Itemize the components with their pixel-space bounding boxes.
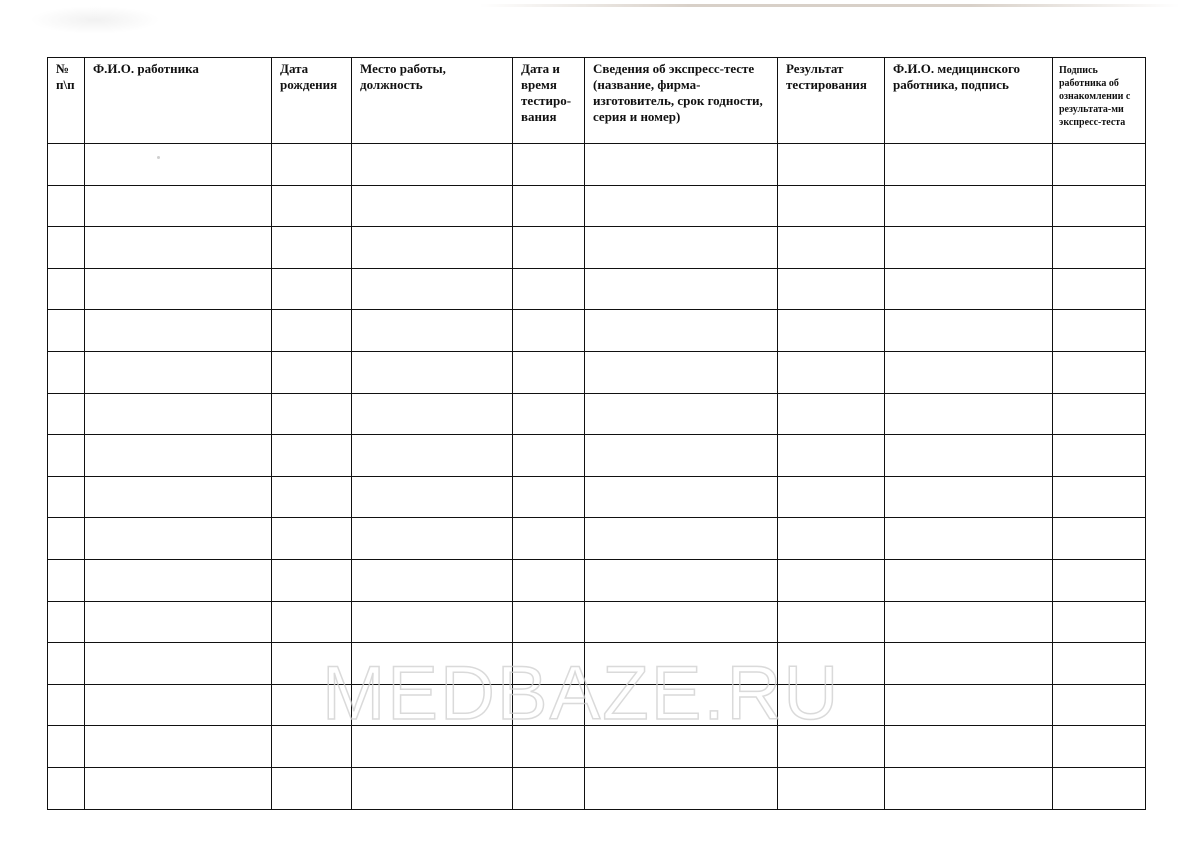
cell-medic[interactable] <box>885 601 1053 643</box>
header-employee-name: Ф.И.О. работника <box>85 58 272 144</box>
cell-datetime[interactable] <box>513 601 585 643</box>
cell-fio[interactable] <box>85 393 272 435</box>
cell-test_info[interactable] <box>585 351 778 393</box>
cell-test_info[interactable] <box>585 435 778 477</box>
cell-result[interactable] <box>778 393 885 435</box>
cell-dob[interactable] <box>272 144 352 186</box>
cell-medic[interactable] <box>885 559 1053 601</box>
cell-workplace[interactable] <box>352 435 513 477</box>
cell-medic[interactable] <box>885 726 1053 768</box>
cell-workplace[interactable] <box>352 227 513 269</box>
table-row <box>48 351 1146 393</box>
cell-worker_sign[interactable] <box>1053 435 1146 477</box>
cell-result[interactable] <box>778 310 885 352</box>
cell-num[interactable] <box>48 559 85 601</box>
cell-medic[interactable] <box>885 643 1053 685</box>
cell-datetime[interactable] <box>513 559 585 601</box>
cell-medic[interactable] <box>885 767 1053 809</box>
cell-worker_sign[interactable] <box>1053 601 1146 643</box>
cell-datetime[interactable] <box>513 476 585 518</box>
cell-fio[interactable] <box>85 185 272 227</box>
cell-datetime[interactable] <box>513 767 585 809</box>
cell-worker_sign[interactable] <box>1053 185 1146 227</box>
cell-num[interactable] <box>48 310 85 352</box>
table-row <box>48 185 1146 227</box>
cell-datetime[interactable] <box>513 518 585 560</box>
cell-medic[interactable] <box>885 227 1053 269</box>
cell-result[interactable] <box>778 476 885 518</box>
cell-workplace[interactable] <box>352 767 513 809</box>
cell-result[interactable] <box>778 185 885 227</box>
cell-fio[interactable] <box>85 518 272 560</box>
cell-worker_sign[interactable] <box>1053 518 1146 560</box>
cell-worker_sign[interactable] <box>1053 351 1146 393</box>
cell-test_info[interactable] <box>585 518 778 560</box>
cell-worker_sign[interactable] <box>1053 476 1146 518</box>
cell-workplace[interactable] <box>352 351 513 393</box>
cell-datetime[interactable] <box>513 435 585 477</box>
table-row <box>48 393 1146 435</box>
cell-result[interactable] <box>778 144 885 186</box>
paper-stain <box>30 6 160 34</box>
cell-datetime[interactable] <box>513 185 585 227</box>
cell-datetime[interactable] <box>513 393 585 435</box>
table-row <box>48 310 1146 352</box>
cell-worker_sign[interactable] <box>1053 227 1146 269</box>
cell-num[interactable] <box>48 144 85 186</box>
cell-num[interactable] <box>48 268 85 310</box>
table-row <box>48 476 1146 518</box>
cell-worker_sign[interactable] <box>1053 559 1146 601</box>
cell-datetime[interactable] <box>513 351 585 393</box>
cell-test_info[interactable] <box>585 268 778 310</box>
cell-medic[interactable] <box>885 185 1053 227</box>
cell-workplace[interactable] <box>352 476 513 518</box>
cell-medic[interactable] <box>885 310 1053 352</box>
table-row <box>48 518 1146 560</box>
cell-num[interactable] <box>48 435 85 477</box>
cell-datetime[interactable] <box>513 268 585 310</box>
cell-medic[interactable] <box>885 393 1053 435</box>
cell-num[interactable] <box>48 476 85 518</box>
cell-fio[interactable] <box>85 559 272 601</box>
cell-worker_sign[interactable] <box>1053 726 1146 768</box>
cell-fio[interactable] <box>85 268 272 310</box>
cell-result[interactable] <box>778 435 885 477</box>
cell-workplace[interactable] <box>352 393 513 435</box>
cell-dob[interactable] <box>272 310 352 352</box>
cell-fio[interactable] <box>85 684 272 726</box>
cell-result[interactable] <box>778 351 885 393</box>
cell-fio[interactable] <box>85 643 272 685</box>
cell-worker_sign[interactable] <box>1053 767 1146 809</box>
cell-num[interactable] <box>48 227 85 269</box>
header-test-result: Результат тестирования <box>778 58 885 144</box>
cell-workplace[interactable] <box>352 310 513 352</box>
cell-worker_sign[interactable] <box>1053 144 1146 186</box>
cell-workplace[interactable] <box>352 559 513 601</box>
cell-num[interactable] <box>48 726 85 768</box>
cell-medic[interactable] <box>885 476 1053 518</box>
cell-medic[interactable] <box>885 144 1053 186</box>
cell-num[interactable] <box>48 643 85 685</box>
cell-result[interactable] <box>778 518 885 560</box>
cell-dob[interactable] <box>272 393 352 435</box>
cell-dob[interactable] <box>272 559 352 601</box>
cell-dob[interactable] <box>272 268 352 310</box>
cell-workplace[interactable] <box>352 268 513 310</box>
cell-dob[interactable] <box>272 227 352 269</box>
table-row <box>48 227 1146 269</box>
header-test-datetime: Дата и время тестиро-вания <box>513 58 585 144</box>
cell-test_info[interactable] <box>585 393 778 435</box>
cell-medic[interactable] <box>885 518 1053 560</box>
cell-test_info[interactable] <box>585 144 778 186</box>
header-number: № п\п <box>48 58 85 144</box>
paper-edge-shadow <box>480 4 1180 7</box>
cell-worker_sign[interactable] <box>1053 643 1146 685</box>
table-row <box>48 435 1146 477</box>
cell-datetime[interactable] <box>513 310 585 352</box>
cell-fio[interactable] <box>85 767 272 809</box>
header-medic-name-signature: Ф.И.О. медицинского работника, подпись <box>885 58 1053 144</box>
cell-worker_sign[interactable] <box>1053 393 1146 435</box>
table-row <box>48 268 1146 310</box>
cell-fio[interactable] <box>85 351 272 393</box>
cell-fio[interactable] <box>85 435 272 477</box>
header-test-details: Сведения об экспресс-тесте (название, фирма-изготовитель, срок годности, серия и номер) <box>585 58 778 144</box>
cell-dob[interactable] <box>272 767 352 809</box>
header-birth-date: Дата рождения <box>272 58 352 144</box>
cell-dob[interactable] <box>272 351 352 393</box>
cell-num[interactable] <box>48 393 85 435</box>
cell-dob[interactable] <box>272 476 352 518</box>
cell-workplace[interactable] <box>352 185 513 227</box>
header-row <box>48 58 1146 144</box>
cell-fio[interactable] <box>85 310 272 352</box>
cell-num[interactable] <box>48 518 85 560</box>
cell-dob[interactable] <box>272 601 352 643</box>
cell-result[interactable] <box>778 601 885 643</box>
cell-fio[interactable] <box>85 601 272 643</box>
cell-test_info[interactable] <box>585 559 778 601</box>
cell-fio[interactable] <box>85 227 272 269</box>
cell-fio[interactable] <box>85 144 272 186</box>
cell-worker_sign[interactable] <box>1053 268 1146 310</box>
cell-datetime[interactable] <box>513 144 585 186</box>
cell-medic[interactable] <box>885 351 1053 393</box>
cell-num[interactable] <box>48 684 85 726</box>
cell-dob[interactable] <box>272 518 352 560</box>
header-workplace-position: Место работы, должность <box>352 58 513 144</box>
header-employee-acknowledgement: Подпись работника об ознакомлении с результата-ми экспресс-теста <box>1053 58 1146 144</box>
cell-test_info[interactable] <box>585 767 778 809</box>
cell-test_info[interactable] <box>585 185 778 227</box>
cell-test_info[interactable] <box>585 601 778 643</box>
cell-result[interactable] <box>778 559 885 601</box>
cell-medic[interactable] <box>885 268 1053 310</box>
cell-workplace[interactable] <box>352 601 513 643</box>
cell-datetime[interactable] <box>513 227 585 269</box>
table-row <box>48 144 1146 186</box>
cell-test_info[interactable] <box>585 476 778 518</box>
cell-workplace[interactable] <box>352 518 513 560</box>
cell-test_info[interactable] <box>585 227 778 269</box>
cell-result[interactable] <box>778 767 885 809</box>
cell-test_info[interactable] <box>585 310 778 352</box>
cell-num[interactable] <box>48 767 85 809</box>
cell-medic[interactable] <box>885 435 1053 477</box>
cell-result[interactable] <box>778 227 885 269</box>
cell-num[interactable] <box>48 351 85 393</box>
cell-dob[interactable] <box>272 185 352 227</box>
cell-fio[interactable] <box>85 726 272 768</box>
cell-worker_sign[interactable] <box>1053 310 1146 352</box>
table-row <box>48 767 1146 809</box>
table-row <box>48 559 1146 601</box>
cell-dob[interactable] <box>272 435 352 477</box>
watermark-text: MEDBAZE.RU <box>322 651 841 736</box>
cell-medic[interactable] <box>885 684 1053 726</box>
cell-workplace[interactable] <box>352 144 513 186</box>
cell-worker_sign[interactable] <box>1053 684 1146 726</box>
cell-fio[interactable] <box>85 476 272 518</box>
cell-num[interactable] <box>48 185 85 227</box>
cell-num[interactable] <box>48 601 85 643</box>
cell-result[interactable] <box>778 268 885 310</box>
table-row <box>48 601 1146 643</box>
